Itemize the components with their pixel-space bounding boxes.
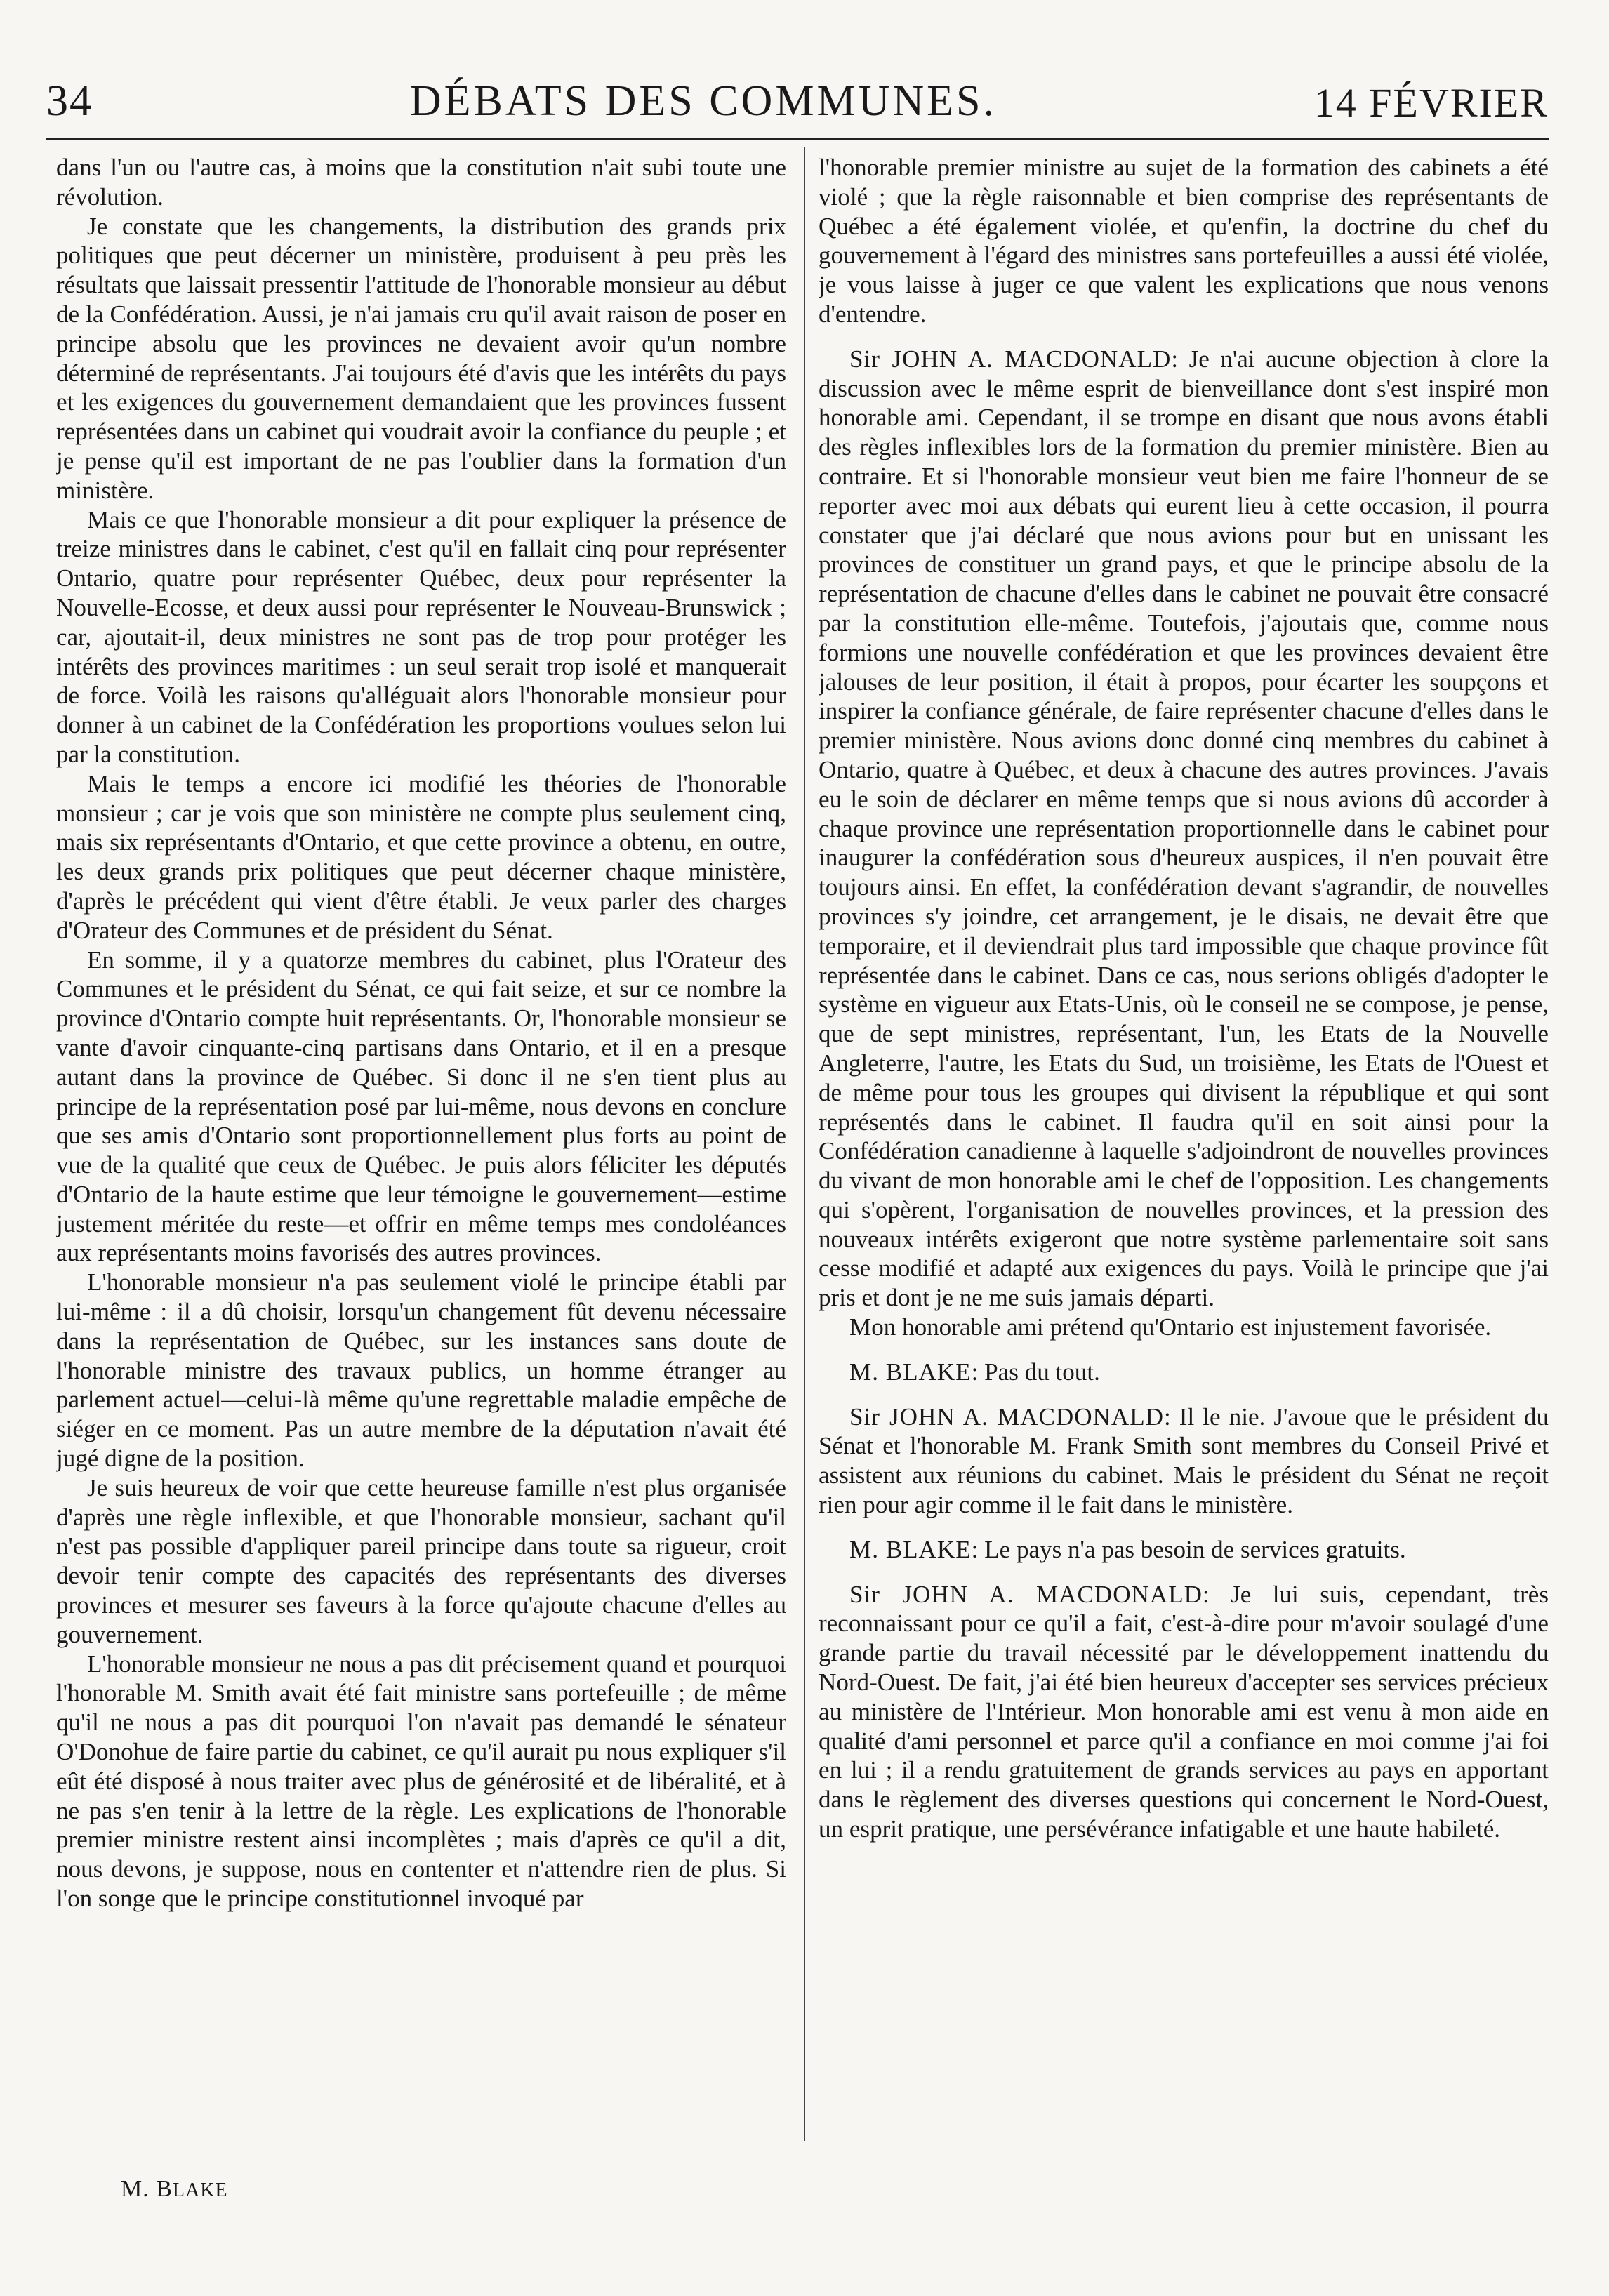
speaker-name: Sir JOHN A. MACDONALD <box>849 1402 1164 1431</box>
paragraph: Mais ce que l'honorable monsieur a dit pour expliquer la présence de treize ministres dans le cabinet, c'est qu'il en fallait cinq pour représenter Ontario, quatre pour représenter Québec, deux pour représenter la Nouvelle-Ecosse, et deux aussi pour représenter le Nouveau-Brunswick ; car, ajoutait-il, deux ministres ne sont pas de trop pour protéger les intérêts des provinces maritimes : un seul serait trop isolé et manquerait de force. Voilà les raisons qu'alléguait alors l'honorable monsieur pour donner à un cabinet de la Confédération les proportions voulues selon lui par la constitution. <box>56 505 786 768</box>
speech-text: Pas du tout. <box>984 1358 1100 1386</box>
speaker-name: Sir JOHN A. MACDONALD <box>849 345 1172 373</box>
footer-name-prefix: M. B <box>121 2176 173 2202</box>
paragraph: dans l'un ou l'autre cas, à moins que la constitution n'ait subi toute une révolution. <box>56 154 786 211</box>
speech: M. BLAKE: Le pays n'a pas besoin de services gratuits. <box>849 1535 1406 1563</box>
paragraph: En somme, il y a quatorze membres du cabinet, plus l'Orateur des Communes et le président du Sénat, ce qui fait seize, et sur ce nombre la province d'Ontario compte huit représentants. Or, l'honorable monsieur se vante d'avoir cinquante-cinq partisans dans Ontario, et il en a presque autant dans la province de Québec. Si donc il ne s'en tient plus au principe de la représentation posé par lui-même, nous devons en conclure que ses amis d'Ontario sont proportionnellement plus forts au point de vue de la qualité que ceux de Québec. Je puis alors féliciter les députés d'Ontario de la haute estime que leur témoigne le gouvernement—estime justement méritée du reste—et offrir en même temps mes condoléances aux représentants moins favorisés des autres provinces. <box>56 945 786 1267</box>
page-number: 34 <box>46 77 93 125</box>
speech-text: Je lui suis, cependant, très reconnaissant pour ce qu'il a fait, c'est-à-dire pour m'avoir soulagé d'une grande partie du travail nécessité par le développement inattendu du Nord-Ouest. De fait, j'ai été bien heureux d'accepter ses services précieux au ministère de l'Intérieur. Mon honorable ami est venu à mon aide en qualité d'ami personnel et parce qu'il a confiance en moi comme j'ai foi en lui ; il a rendu gratuitement de grands services au pays en apportant dans le règlement des diverses questions qui concernent le Nord-Ouest, un esprit pratique, une persévérance infatigable et une haute habileté. <box>819 1580 1549 1843</box>
footer-speaker <box>121 2176 228 2203</box>
left-column <box>56 153 786 2161</box>
speaker-name: M. BLAKE <box>849 1358 972 1386</box>
paragraph: L'honorable monsieur n'a pas seulement violé le principe établi par lui-même : il a dû choisir, lorsqu'un changement fût devenu nécessaire dans la représentation de Québec, sur les instances sans doute de l'honorable ministre des travaux publics, un homme étranger au parlement actuel—celui-là même qu'une regrettable maladie empêche de siéger en ce moment. Pas un autre membre de la députation n'avait été jugé digne de la position. <box>56 1268 786 1473</box>
running-date: 14 FÉVRIER <box>1313 80 1549 126</box>
speech: Sir JOHN A. MACDONALD: Je lui suis, cependant, très reconnaissant pour ce qu'il a fait, c'est-à-dire pour m'avoir soulagé d'une grande partie du travail nécessité par le développement inattendu du Nord-Ouest. De fait, j'ai été bien heureux d'accepter ses services précieux au ministère de l'Intérieur. Mon honorable ami est venu à mon aide en qualité d'ami personnel et parce qu'il a confiance en moi comme j'ai foi en lui ; il a rendu gratuitement de grands services au pays en apportant dans le règlement des diverses questions qui concernent le Nord-Ouest, un esprit pratique, une persévérance infatigable et une haute habileté. <box>819 1580 1549 1843</box>
right-column <box>819 153 1549 2161</box>
speech-text: Je n'ai aucune objection à clore la discussion avec le même esprit de bienveillance dont s'est inspiré mon honorable ami. Cependant, il se trompe en disant que nous avons établi des règles inflexibles lors de la formation du premier ministère. Bien au contraire. Et si l'honorable monsieur veut bien me faire l'honneur de se reporter avec moi aux débats qui eurent lieu à cette occasion, il pourra constater que j'ai déclaré que nous avions pour but en unissant les provinces de constituer un grand pays, et que le principe absolu de la représentation de chacune d'elles dans le cabinet ne pouvait être consacré par la constitution elle-même. Toutefois, j'ajoutais que, comme nous formions une nouvelle confédération et que les provinces devaient être jalouses de leur position, il était à propos, pour écarter les soupçons et inspirer la confiance générale, de faire représenter chacune d'elles dans le premier ministère. Nous avions donc donné cinq membres du cabinet à Ontario, quatre à Québec, et deux à chacune des autres provinces. J'avais eu le soin de déclarer en même temps que si nous avions dû accorder à chaque province une représentation proportionnelle dans le cabinet pour inaugurer la confédération sous d'heureux auspices, il n'en pouvait être toujours ainsi. En effet, la confédération devant s'agrandir, de nouvelles provinces s'y joindre, cet arrangement, je le disais, ne devait être que temporaire, et il deviendrait plus tard impossible que chaque province fût représentée dans le cabinet. Dans ce cas, nous serions obligés d'adopter le système en vigueur aux Etats-Unis, où le conseil ne se compose, je pense, que de sept ministres, représentant, l'un, les Etats de la Nouvelle Angleterre, l'autre, les Etats du Sud, un troisième, les Etats de l'Ouest et de même pour tous les groupes qui divisent la république et qui sont représentés dans le cabinet. Il faudra qu'il en soit ainsi pour la Confédération canadienne à laquelle s'adjoindront de nouvelles provinces du vivant de mon honorable ami le chef de l'opposition. Les changements qui s'opèrent, l'organisation de nouvelles provinces, et la pression des nouveaux intérêts exigeront que notre système parlementaire soit sans cesse modifié et adapté aux exigences du pays. Voilà le principe que j'ai pris et dont je ne me suis jamais départi. <box>819 345 1549 1312</box>
paragraph: Je constate que les changements, la distribution des grands prix politiques que peut décerner un ministère, produisent à peu près les résultats que laissait pressentir l'attitude de l'honorable monsieur au début de la Confédération. Aussi, je n'ai jamais cru qu'il avait raison de poser en principe absolu que les provinces ne devaient avoir qu'un nombre déterminé de représentants. J'ai toujours été d'avis que les intérêts du pays et les exigences du gouvernement demandaient que les provinces fussent représentées dans un cabinet qui voudrait avoir la confiance du peuple ; et je pense qu'il est important de ne pas l'oublier dans la formation d'un ministère. <box>56 212 786 504</box>
paragraph: Je suis heureux de voir que cette heureuse famille n'est plus organisée d'après une règle inflexible, et que l'honorable monsieur, sachant qu'il n'est pas possible d'appliquer pareil principe dans toute sa rigueur, croit devoir tenir compte des capacités des représentants des diverses provinces et mesurer ses faveurs à la force qu'ajoute chacune d'elles au gouvernement. <box>56 1473 786 1648</box>
header-rule <box>46 138 1549 140</box>
running-title: DÉBATS DES COMMUNES. <box>409 77 997 125</box>
paragraph: Mon honorable ami prétend qu'Ontario est injustement favorisée. <box>849 1313 1492 1341</box>
speech: M. BLAKE: Pas du tout. <box>849 1358 1100 1386</box>
paragraph: l'honorable premier ministre au sujet de la formation des cabinets a été violé ; que la règle raisonnable et bien comprise des représentants de Québec a été également violée, et qu'enfin, la doctrine du chef du gouvernement à l'égard des ministres sans portefeuilles a aussi été violée, je vous laisse à juger ce que valent les explications que nous venons d'entendre. <box>819 154 1549 328</box>
speech: Sir JOHN A. MACDONALD: Je n'ai aucune objection à clore la discussion avec le même esprit de bienveillance dont s'est inspiré mon honorable ami. Cependant, il se trompe en disant que nous avons établi des règles inflexibles lors de la formation du premier ministère. Bien au contraire. Et si l'honorable monsieur veut bien me faire l'honneur de se reporter avec moi aux débats qui eurent lieu à cette occasion, il pourra constater que j'ai déclaré que nous avions pour but en unissant les provinces de constituer un grand pays, et que le principe absolu de la représentation de chacune d'elles dans le cabinet ne pouvait être consacré par la constitution elle-même. Toutefois, j'ajoutais que, comme nous formions une nouvelle confédération et que les provinces devaient être jalouses de leur position, il était à propos, pour écarter les soupçons et inspirer la confiance générale, de faire représenter chacune d'elles dans le premier ministère. Nous avions donc donné cinq membres du cabinet à Ontario, quatre à Québec, et deux à chacune des autres provinces. J'avais eu le soin de déclarer en même temps que si nous avions dû accorder à chaque province une représentation proportionnelle dans le cabinet pour inaugurer la confédération sous d'heureux auspices, il n'en pouvait être toujours ainsi. En effet, la confédération devant s'agrandir, de nouvelles provinces s'y joindre, cet arrangement, je le disais, ne devait être que temporaire, et il deviendrait plus tard impossible que chaque province fût représentée dans le cabinet. Dans ce cas, nous serions obligés d'adopter le système en vigueur aux Etats-Unis, où le conseil ne se compose, je pense, que de sept ministres, représentant, l'un, les Etats de la Nouvelle Angleterre, l'autre, les Etats du Sud, un troisième, les Etats de l'Ouest et de même pour tous les groupes qui divisent la république et qui sont représentés dans le cabinet. Il faudra qu'il en soit ainsi pour la Confédération canadienne à laquelle s'adjoindront de nouvelles provinces du vivant de mon honorable ami le chef de l'opposition. Les changements qui s'opèrent, l'organisation de nouvelles provinces, et la pression des nouveaux intérêts exigeront que notre système parlementaire soit sans cesse modifié et adapté aux exigences du pays. Voilà le principe que j'ai pris et dont je ne me suis jamais départi. <box>819 345 1549 1312</box>
footer-name-rest: LAKE <box>172 2179 228 2201</box>
paragraph: Mais le temps a encore ici modifié les théories de l'honorable monsieur ; car je vois que son ministère ne compte plus seulement cinq, mais six représentants d'Ontario, et que cette province a obtenu, en outre, les deux grands prix politiques que peut décerner chaque ministère, d'après le précédent qui vient d'être établi. Je veux parler des charges d'Orateur des Communes et de président du Sénat. <box>56 769 786 944</box>
speech-text: Il le nie. J'avoue que le président du Sénat et l'honorable M. Frank Smith sont membres du Conseil Privé et assistent aux réunions du cabinet. Mais le président du Sénat ne reçoit rien pour agir comme il le fait dans le ministère. <box>819 1402 1549 1519</box>
column-divider <box>804 147 805 2141</box>
speech: Sir JOHN A. MACDONALD: Il le nie. J'avoue que le président du Sénat et l'honorable M. Frank Smith sont membres du Conseil Privé et assistent aux réunions du cabinet. Mais le président du Sénat ne reçoit rien pour agir comme il le fait dans le ministère. <box>819 1402 1549 1519</box>
speaker-name: M. BLAKE <box>849 1535 972 1563</box>
speaker-name: Sir JOHN A. MACDONALD <box>849 1580 1203 1608</box>
speech-text: Le pays n'a pas besoin de services gratuits. <box>984 1535 1406 1563</box>
page-header <box>46 70 1549 126</box>
paragraph: L'honorable monsieur ne nous a pas dit précisement quand et pourquoi l'honorable M. Smith avait été fait ministre sans portefeuille ; de même qu'il ne nous a pas dit pourquoi l'on n'avait pas demandé le sénateur O'Donohue de faire partie du cabinet, ce qu'il aurait pu nous expliquer s'il eût été disposé à nous traiter avec plus de générosité et de libéralité, et à ne pas s'en tenir à la lettre de la règle. Les explications de l'honorable premier ministre restent ainsi incomplètes ; mais d'après ce qu'il a dit, nous devons, je suppose, nous en contenter et n'attendre rien de plus. Si l'on songe que le principe constitutionnel invoqué par <box>56 1650 786 1913</box>
